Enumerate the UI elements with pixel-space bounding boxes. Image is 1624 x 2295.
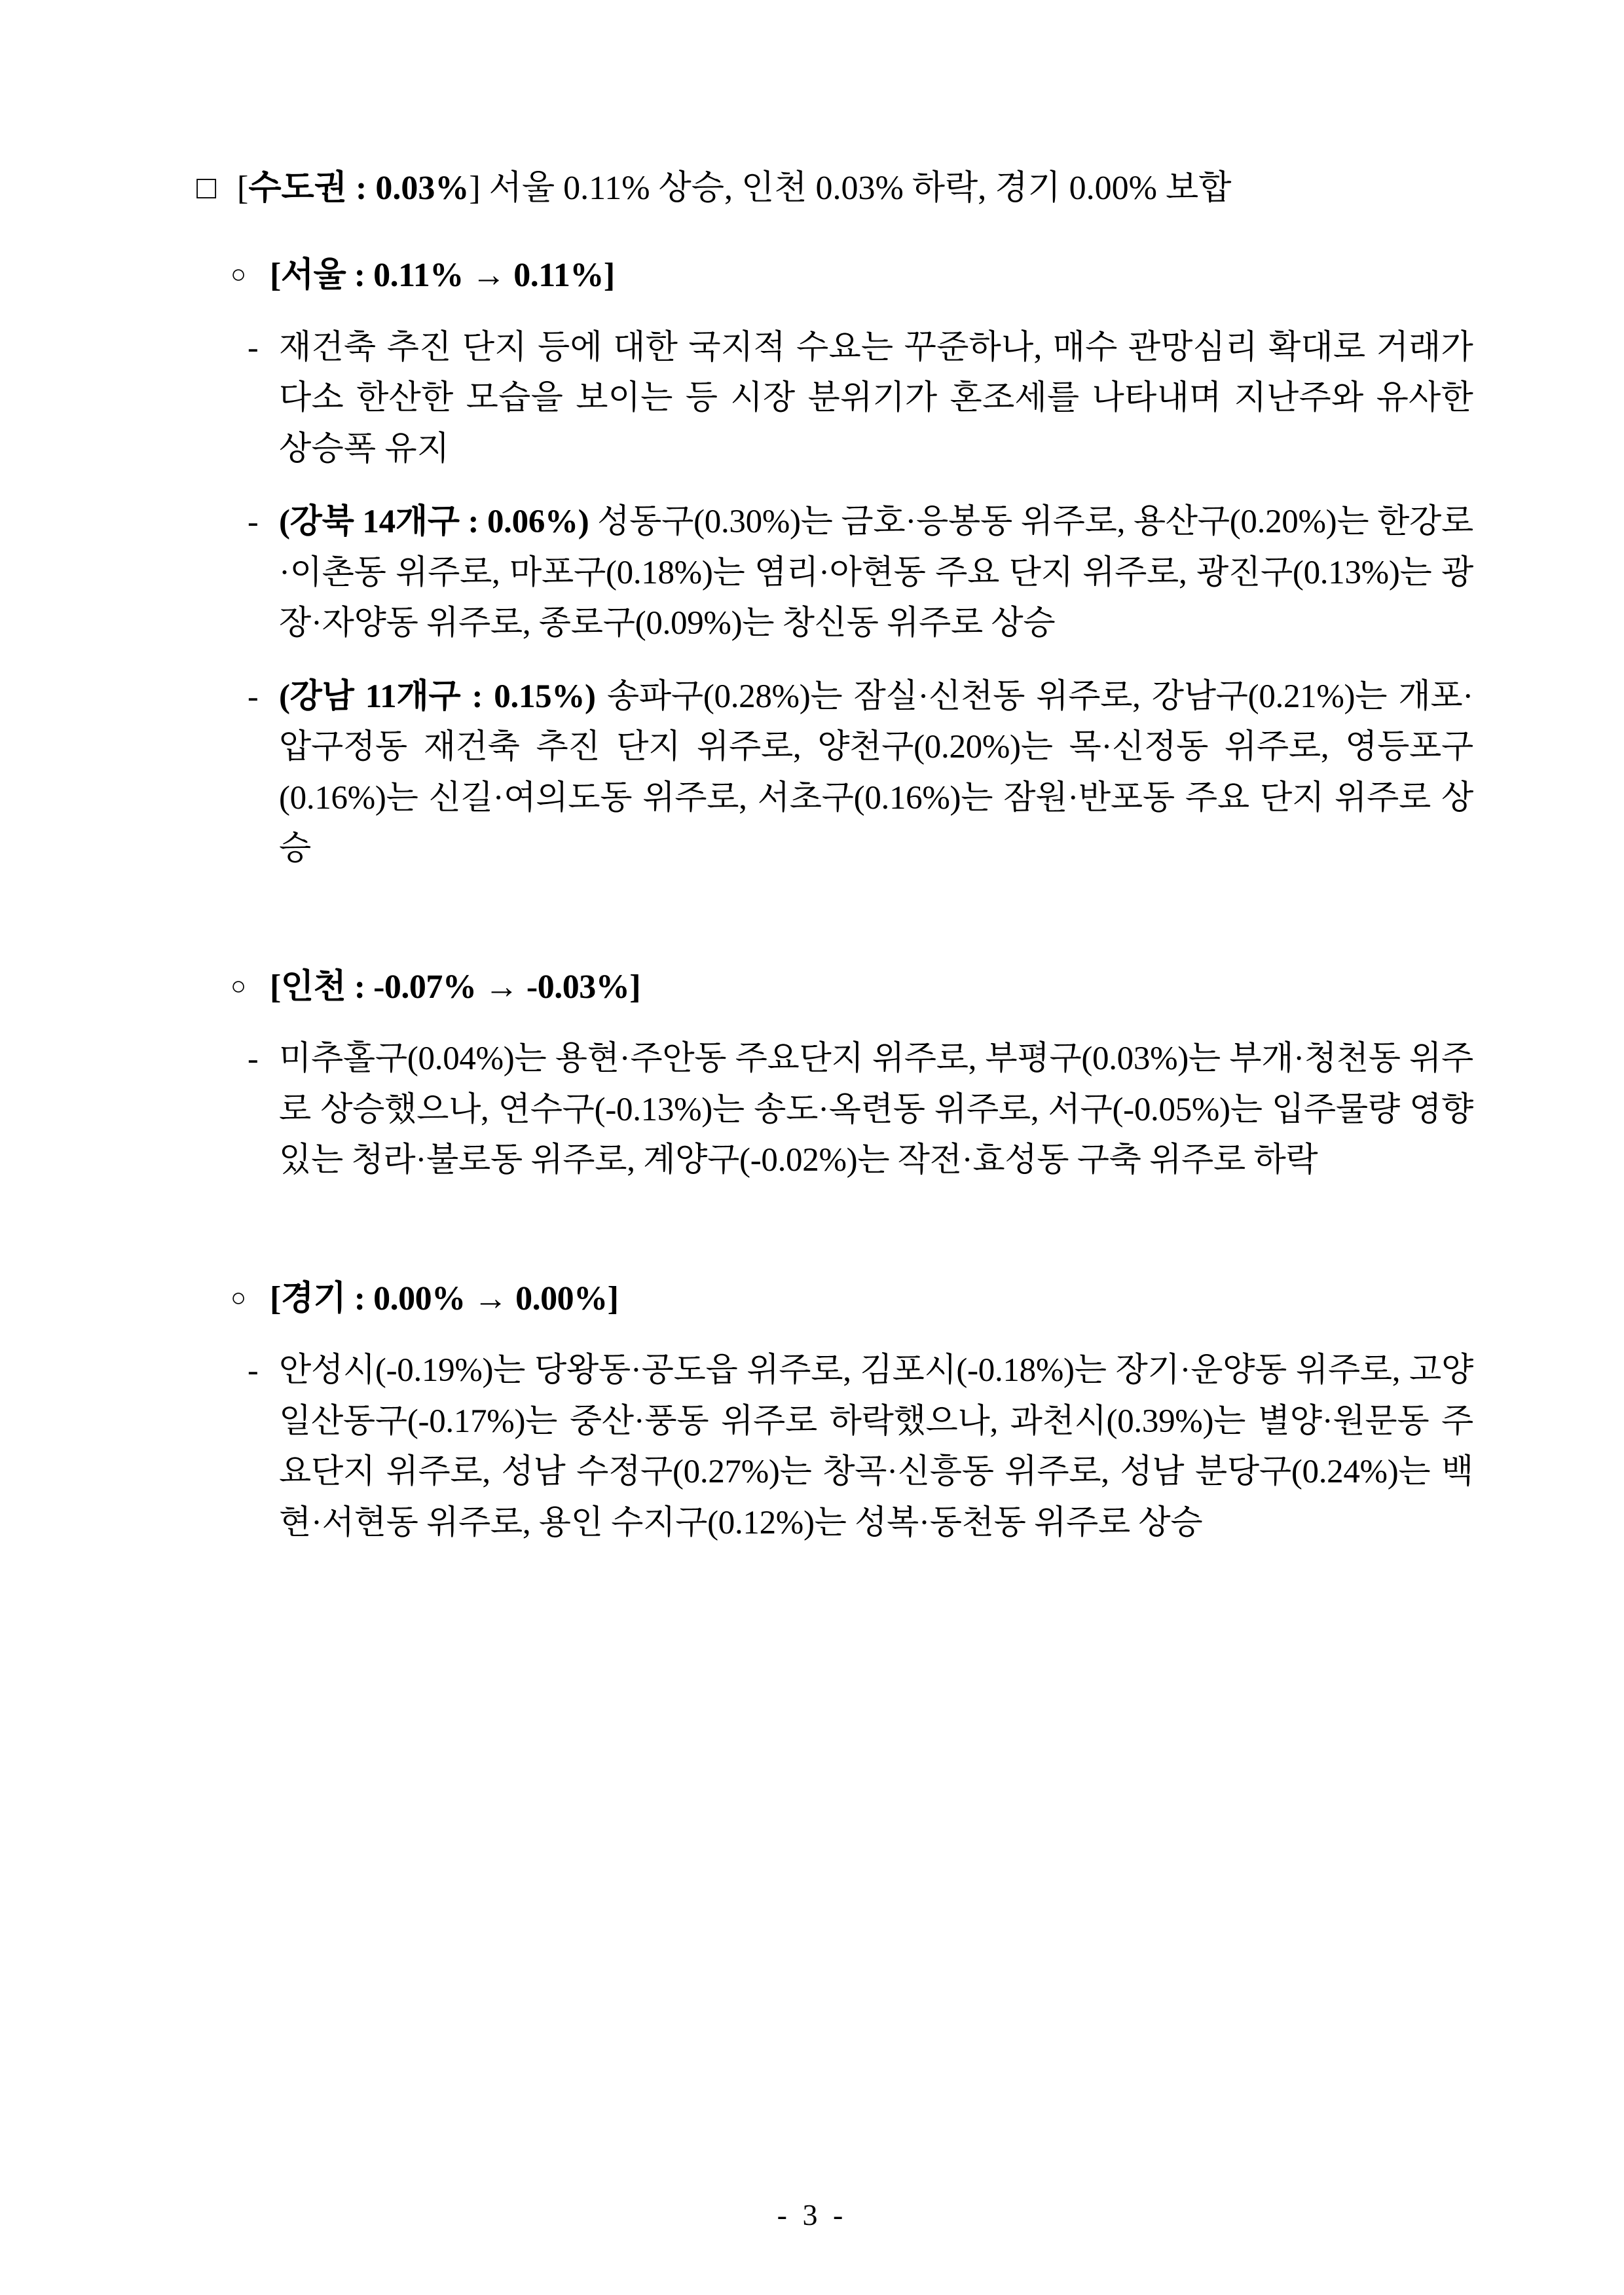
gangnam-text: (강남 11개구 : 0.15%) 송파구(0.28%)는 잠실·신천동 위주로, 강남구(0.21%)는 개포·압구정동 재건축 추진 단지 위주로, 양천구(0.20%)는 목·신정동 위주로, 영등포구(0.16%)는 신길·여의도동 위주로, 서초구(0.16%)는 잠원·반포동 주요 단지 위주로 상승 [279, 678, 1473, 868]
circle-bullet-icon: ○ [231, 1282, 247, 1312]
dash-bullet-icon: - [248, 677, 259, 714]
section-gyeonggi-body [196, 1346, 1473, 1549]
section-gangbuk [196, 497, 1473, 650]
section-divider-spacer [196, 897, 1473, 926]
dash-bullet-icon: - [248, 503, 259, 540]
incheon-body-text: 미추홀구(0.04%)는 용현·주안동 주요단지 위주로, 부평구(0.03%)는 부개·청천동 위주로 상승했으나, 연수구(-0.13%)는 송도·옥련동 위주로, 서구(-0.05%)는 입주물량 영향있는 청라·불로동 위주로, 계양구(-0.02%)는 작전·효성동 구축 위주로 하락 [279, 1040, 1473, 1179]
circle-bullet-icon: ○ [231, 970, 247, 1001]
section-metro-summary [196, 164, 1473, 213]
metro-summary-text: [수도권 : 0.03%] 서울 0.11% 상승, 인천 0.03% 하락, 경기 0.00% 보합 [237, 170, 1232, 207]
dash-bullet-icon: - [248, 1040, 259, 1077]
seoul-heading-text: [서울 : 0.11% → 0.11%] [270, 257, 615, 295]
section-gangnam [196, 672, 1473, 875]
page-number: - 3 - [777, 2198, 847, 2231]
dash-bullet-icon: - [248, 328, 259, 365]
dash-bullet-icon: - [248, 1351, 259, 1389]
section-seoul-body [196, 323, 1473, 475]
gyeonggi-body-text: 안성시(-0.19%)는 당왕동·공도읍 위주로, 김포시(-0.18%)는 장기·운양동 위주로, 고양 일산동구(-0.17%)는 중산·풍동 위주로 하락했으나, 과천시(0.39%)는 별양·원문동 주요단지 위주로, 성남 수정구(0.27%)는 창곡·신흥동 위주로, 성남 분당구(0.24%)는 백현·서현동 위주로, 용인 수지구(0.12%)는 성복·동천동 위주로 상승 [279, 1352, 1473, 1541]
gangbuk-text: (강북 14개구 : 0.06%) 성동구(0.30%)는 금호·응봉동 위주로, 용산구(0.20%)는 한강로·이촌동 위주로, 마포구(0.18%)는 염리·아현동 주요 단지 위주로, 광진구(0.13%)는 광장·자양동 위주로, 종로구(0.09%)는 창신동 위주로 상승 [279, 504, 1473, 642]
section-seoul-heading [196, 251, 1473, 300]
square-bullet-icon: □ [196, 169, 217, 206]
gyeonggi-heading-text: [경기 : 0.00% → 0.00%] [270, 1279, 619, 1317]
circle-bullet-icon: ○ [231, 259, 247, 289]
section-gyeonggi-heading [196, 1274, 1473, 1323]
seoul-body-text: 재건축 추진 단지 등에 대한 국지적 수요는 꾸준하나, 매수 관망심리 확대로 거래가 다소 한산한 모습을 보이는 등 시장 분위기가 혼조세를 나타내며 지난주와 유사한 상승폭 유지 [279, 329, 1473, 468]
section-divider-spacer [196, 1209, 1473, 1238]
section-incheon-body [196, 1034, 1473, 1186]
incheon-heading-text: [인천 : -0.07% → -0.03%] [270, 968, 641, 1006]
section-incheon-heading [196, 963, 1473, 1012]
